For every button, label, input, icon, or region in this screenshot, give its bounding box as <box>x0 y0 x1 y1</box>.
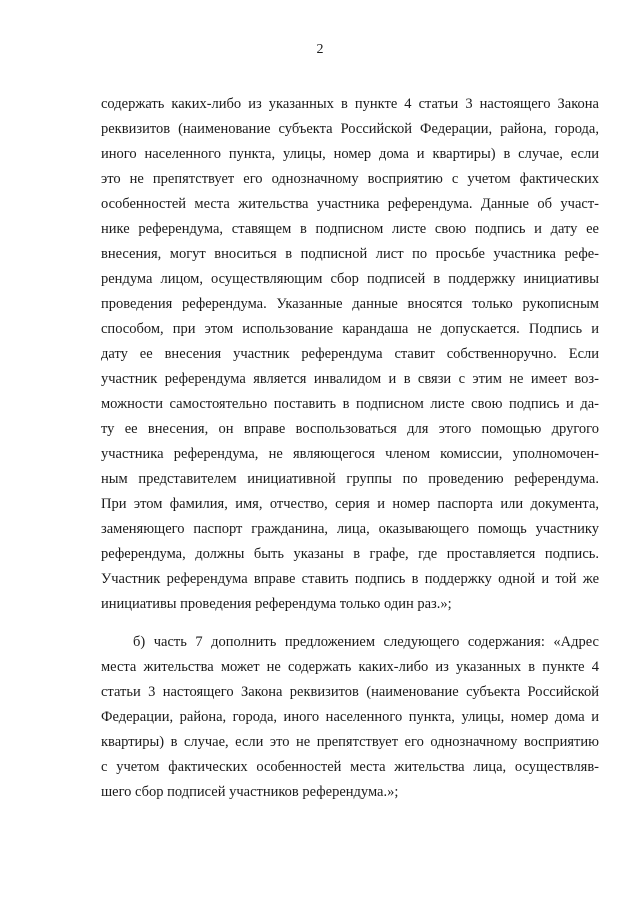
paragraph-1-line-19: референдума, должны быть указаны в графе, где проставляется подпись. <box>101 546 599 562</box>
paragraph-2-line-6: с учетом фактических особенностей места жительства лица, осуществляв- <box>101 759 599 775</box>
paragraph-1-line-6: нике референдума, ставящем в подписном листе свою подпись и дату ее <box>101 221 599 237</box>
paragraph-1-line-9: проведения референдума. Указанные данные вносятся только рукописным <box>101 296 599 312</box>
paragraph-2-line-3: статьи 3 настоящего Закона реквизитов (наименование субъекта Российской <box>101 684 599 700</box>
paragraph-1-line-15: участника референдума, не являющегося членом комиссии, уполномочен- <box>101 446 599 462</box>
paragraph-1-line-8: рендума лицом, осуществляющим сбор подписей в поддержку инициативы <box>101 271 599 287</box>
paragraph-1-line-18: заменяющего паспорт гражданина, лица, оказывающего помощь участнику <box>101 521 599 537</box>
paragraph-1-line-17: При этом фамилия, имя, отчество, серия и номер паспорта или документа, <box>101 496 599 512</box>
paragraph-1-line-5: особенностей места жительства участника референдума. Данные об участ- <box>101 196 599 212</box>
paragraph-2-line-2: места жительства может не содержать каких-либо из указанных в пункте 4 <box>101 659 599 675</box>
paragraph-1-line-21: инициативы проведения референдума только один раз.»; <box>101 596 452 612</box>
paragraph-2-line-7: шего сбор подписей участников референдума.»; <box>101 784 399 800</box>
paragraph-1-line-12: участник референдума является инвалидом и в связи с этим не имеет воз- <box>101 371 599 387</box>
paragraph-1-line-11: дату ее внесения участник референдума ставит собственноручно. Если <box>101 346 599 362</box>
paragraph-2-line-5: квартиры) в случае, если это не препятствует его однозначному восприятию <box>101 734 599 750</box>
paragraph-1-line-14: ту ее внесения, он вправе воспользоваться для этого помощью другого <box>101 421 599 437</box>
page-number: 2 <box>316 42 324 57</box>
paragraph-1-line-16: ным представителем инициативной группы по проведению референдума. <box>101 471 599 487</box>
paragraph-1-line-4: это не препятствует его однозначному восприятию с учетом фактических <box>101 171 599 187</box>
paragraph-1-line-2: реквизитов (наименование субъекта Российской Федерации, района, города, <box>101 121 599 137</box>
paragraph-2-line-1: б) часть 7 дополнить предложением следующего содержания: «Адрес <box>133 634 599 650</box>
paragraph-1-line-10: способом, при этом использование карандаша не допускается. Подпись и <box>101 321 599 337</box>
paragraph-1-line-7: внесения, могут вноситься в подписной лист по просьбе участника рефе- <box>101 246 599 262</box>
paragraph-1-line-20: Участник референдума вправе ставить подпись в поддержку одной и той же <box>101 571 599 587</box>
paragraph-1-line-13: можности самостоятельно поставить в подписном листе свою подпись и да- <box>101 396 599 412</box>
paragraph-1-line-1: содержать каких-либо из указанных в пункте 4 статьи 3 настоящего Закона <box>101 96 599 112</box>
paragraph-2-line-4: Федерации, района, города, иного населенного пункта, улицы, номер дома и <box>101 709 599 725</box>
paragraph-1-line-3: иного населенного пункта, улицы, номер дома и квартиры) в случае, если <box>101 146 599 162</box>
